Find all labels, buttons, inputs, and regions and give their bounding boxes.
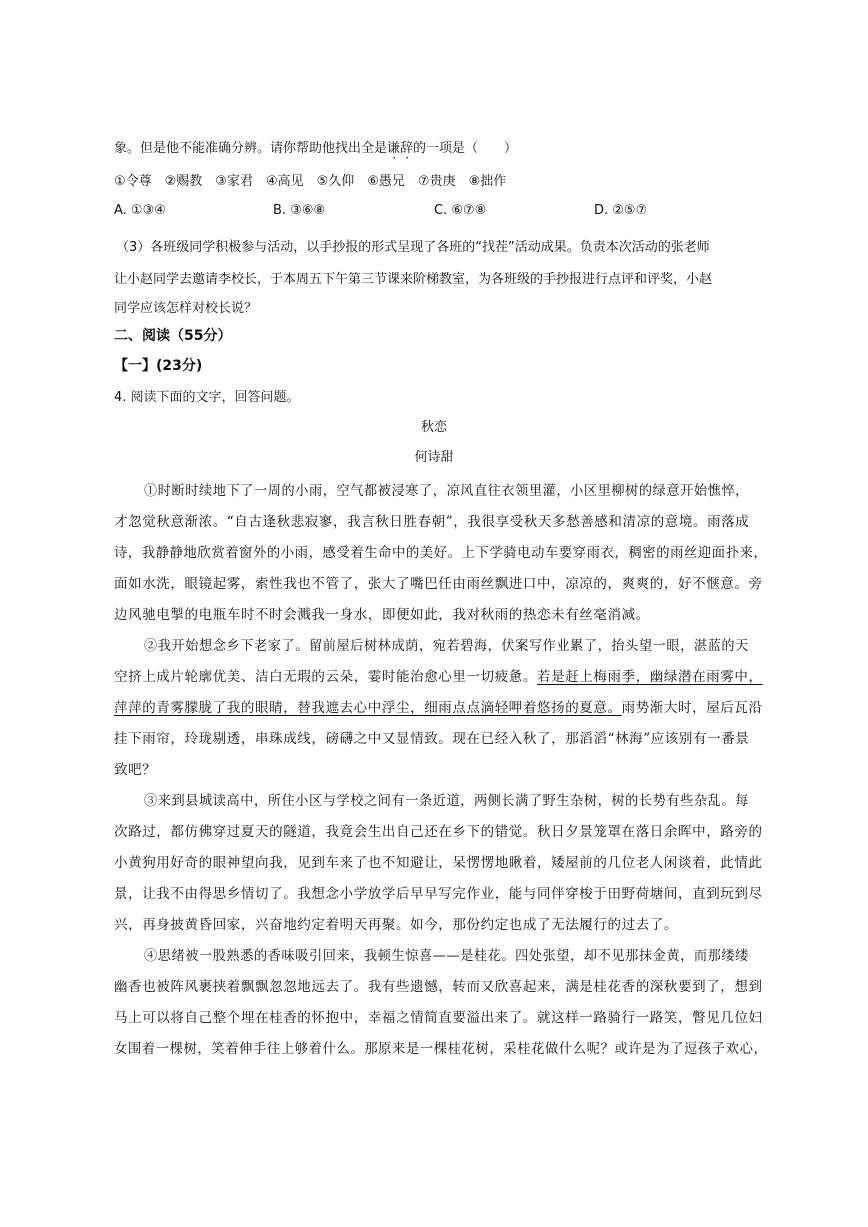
question-stem-text: 的一项是（ ） (413, 141, 518, 156)
paragraph-4-line: ④思绪被一股熟悉的香味吸引回来，我顿生惊喜——是桂花。四处张望，却不见那抹金黄，而那缕缕 (144, 948, 749, 964)
paragraph-1-line: 才忽觉秋意渐浓。“自古逢秋悲寂寥，我言秋日胜春朝”，我很享受秋天多愁善感和清凉的意境。雨落成 (114, 514, 750, 530)
paragraph-4-line: 马上可以将自己整个埋在桂香的怀抱中，幸福之情简直要溢出来了。就这样一路骑行一路笑，瞥见几位妇 (114, 1010, 763, 1026)
option-d: D. ②⑤⑦ (594, 203, 648, 218)
paragraph-3-line: 兴，再身披黄昏回家，兴奋地约定着明天再聚。如今，那份约定也成了无法履行的过去了。 (114, 917, 678, 933)
emphasis-char: 谦 (387, 141, 401, 156)
underlined-sentence: 若是赶上梅雨季，幽绿潜在雨雾中， (537, 669, 763, 685)
paragraph-2-line (114, 665, 763, 685)
paragraph-4-line: 幽香也被阵风裹挟着飘飘忽忽地远去了。我有些遗憾，转而又欣喜起来，满是桂花香的深秋要到了，想到 (114, 979, 763, 995)
option-b: B. ③⑥⑧ (273, 203, 326, 218)
word-list: ①令尊 ②赐教 ③家君 ④高见 ⑤久仰 ⑥愚兄 ⑦贵庚 ⑧拙作 (114, 174, 507, 189)
paragraph-3-line: 景，让我不由得思乡情切了。我想念小学放学后早早写完作业，能与同伴穿梭于田野荷塘间，直到玩到尽 (114, 886, 763, 902)
section-title: 二、阅读（55分） (114, 328, 232, 344)
paragraph-1-line: 诗，我静静地欣赏着窗外的小雨，感受着生命中的美好。上下学骑电动车要穿雨衣，稠密的雨丝迎面扑来， (114, 545, 768, 561)
underlined-sentence: 萍萍的青雾朦胧了我的眼睛，替我遮去心中浮尘，细雨点点滴轻呷着悠扬的夏意。 (114, 700, 622, 716)
q3-line-1: （3）各班级同学积极参与活动，以手抄报的形式呈现了各班的“找茬”活动成果。负责本次活动的张老师 (116, 240, 710, 255)
paragraph-4-line: 女围着一棵树，笑着伸手往上够着什么。那原来是一棵桂花树，采桂花做什么呢？或许是为了逗孩子欢心， (114, 1041, 768, 1057)
question-4: 4. 阅读下面的文字，回答问题。 (114, 390, 300, 405)
paragraph-2-text: 雨势渐大时，屋后瓦沿 (621, 700, 763, 716)
question-stem-line (114, 137, 517, 156)
emphasis-char: 辞 (400, 141, 414, 156)
paragraph-2-line: 挂下雨帘，玲珑剔透，串珠成线，磅礴之中又显情致。现在已经入秋了，那滔滔“林海”应该别有一番景 (114, 731, 750, 747)
option-c: C. ⑥⑦⑧ (434, 203, 487, 218)
part-title: 【一】(23分) (114, 358, 203, 374)
article-author: 何诗甜 (414, 450, 454, 465)
paragraph-2-line: ②我开始想念乡下老家了。留前屋后树林成荫，宛若碧海，伏案写作业累了，抬头望一眼，湛蓝的天 (144, 638, 749, 654)
paragraph-1-line: 边风驰电掣的电瓶车时不时会溅我一身水，即便如此，我对秋雨的热恋未有丝毫消减。 (114, 607, 650, 623)
option-a: A. ①③④ (114, 203, 166, 218)
paragraph-2-line: 致吧？ (114, 762, 157, 778)
paragraph-2-text: 空挤上成片轮廓优美、洁白无瑕的云朵，霎时能治愈心里一切疲惫。 (114, 669, 537, 685)
q3-line-3: 同学应该怎样对校长说？ (114, 301, 258, 316)
paragraph-2-line (114, 696, 763, 716)
paragraph-3-line: 次路过，都仿佛穿过夏天的隧道，我竟会生出自己还在乡下的错觉。秋日夕景笼罩在落日余晖中，路旁的 (114, 824, 763, 840)
q3-line-2: 让小赵同学去邀请李校长，于本周五下午第三节课来阶梯教室，为各班级的手抄报进行点评和评奖，小赵 (114, 272, 713, 287)
paragraph-1-line: 面如水洗，眼镜起雾，索性我也不管了，张大了嘴巴任由雨丝飘进口中，凉凉的，爽爽的，好不惬意。旁 (114, 576, 763, 592)
question-stem-text: 象。但是他不能准确分辨。请你帮助他找出全是 (114, 141, 388, 156)
paragraph-3-line: ③来到县城读高中，所住小区与学校之间有一条近道，两侧长满了野生杂树，树的长势有些杂乱。每 (144, 793, 749, 809)
article-title: 秋恋 (420, 420, 447, 435)
paragraph-3-line: 小黄狗用好奇的眼神望向我，见到车来了也不知避让，呆愣愣地瞅着，矮屋前的几位老人闲谈着，此情此 (114, 855, 763, 871)
paragraph-1-line: ①时断时续地下了一周的小雨，空气都被浸寒了，凉风直往衣领里灌，小区里柳树的绿意开始憔悴， (144, 483, 749, 499)
